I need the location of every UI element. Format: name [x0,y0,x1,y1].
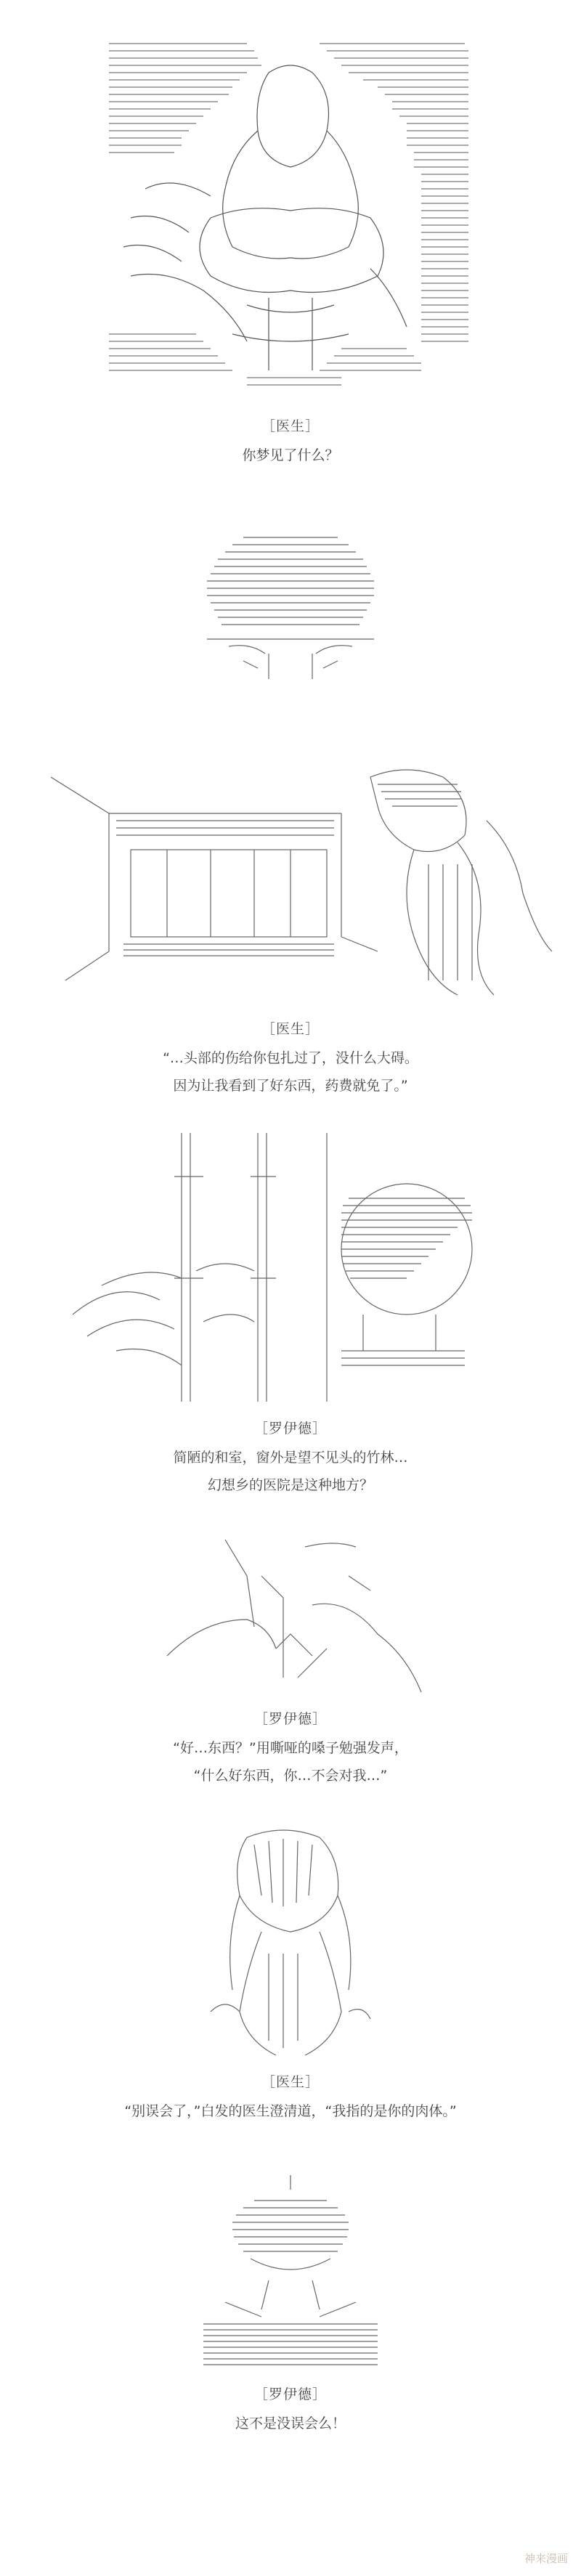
speaker-label: ［医生］ [261,2074,320,2090]
speaker-label: ［医生］ [261,1021,320,1037]
dialogue-line: 幻想乡的医院是这种地方？ [207,1477,373,1493]
dialogue-line: “好…东西？”用嘶哑的嗓子勉强发声， [173,1740,408,1756]
dialogue-line: 简陋的和室，窗外是望不见头的竹林… [173,1450,408,1466]
ascii-art-hands [160,1532,428,1699]
speaker-label: ［罗伊德］ [253,2386,327,2402]
dialogue-line: 这不是没误会么！ [235,2415,346,2431]
speaker-label: ［罗伊德］ [253,1421,327,1437]
speaker-label: ［医生］ [261,418,320,434]
dialogue-line: “别误会了，”白发的医生澄清道，“我指的是你的肉体。” [124,2103,457,2119]
speaker-label: ［罗伊德］ [253,1711,327,1727]
ascii-art-japanese-room [51,763,559,1002]
dialogue-line: 你梦见了什么？ [242,447,339,463]
ascii-art-doctor-leaning [102,29,479,399]
ascii-art-white-haired-doctor [196,1823,378,2063]
dialogue-line: “…头部的伤给你包扎过了，没什么大碍。 [163,1050,418,1066]
ascii-art-bamboo-window [73,1133,487,1409]
dialogue-line: 因为让我看到了好东西，药费就免了。” [173,1078,408,1094]
dialogue-line: “什么好东西，你…不会对我…” [193,1768,388,1784]
watermark-text: 神来漫画 [524,2552,568,2565]
ascii-art-patient-on-bed [182,2171,399,2375]
ascii-art-tied-figure [200,523,381,690]
